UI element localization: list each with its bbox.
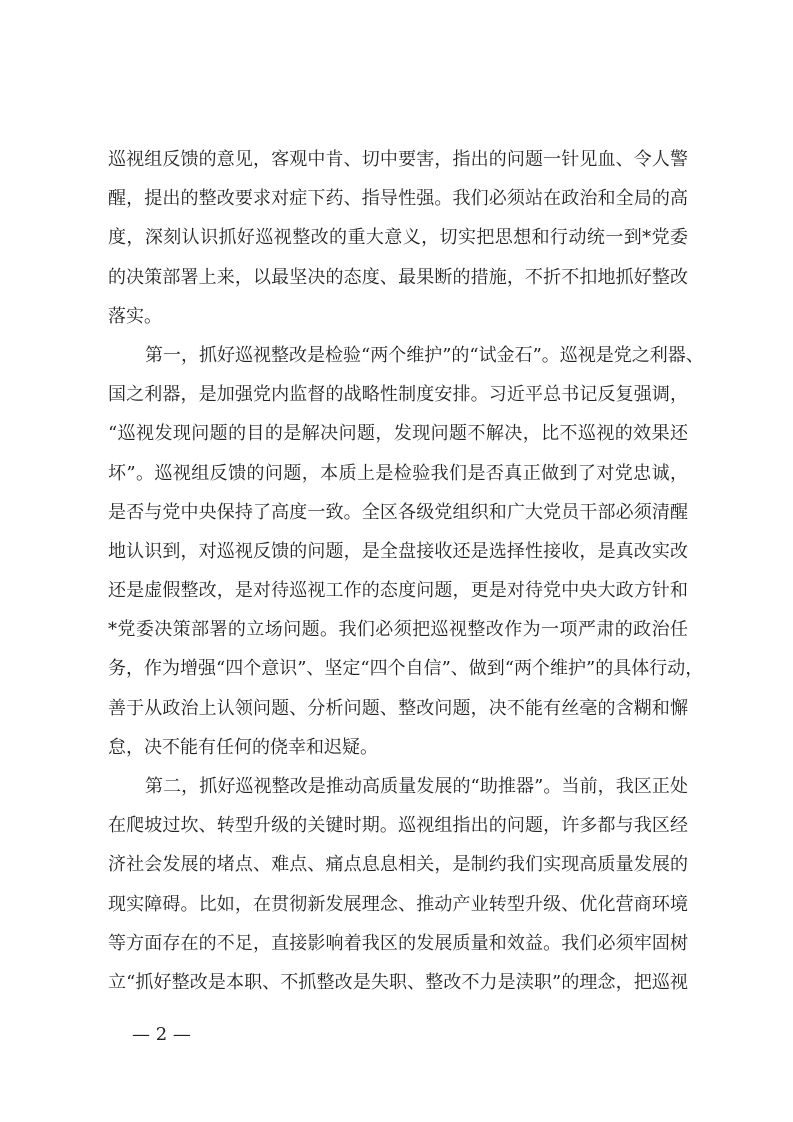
text-line: 善于从政治上认领问题、分析问题、整改问题，决不能有丝毫的含糊和懈	[108, 697, 688, 719]
text-line: 怠，决不能有任何的侥幸和迟疑。	[108, 736, 378, 758]
text-line: 济社会发展的堵点、难点、痛点息息相关，是制约我们实现高质量发展的	[108, 854, 688, 876]
text-line: 醒，提出的整改要求对症下药、指导性强。我们必须站在政治和全局的高	[108, 188, 688, 210]
text-line: 还是虚假整改，是对待巡视工作的态度问题，更是对待党中央大政方针和	[108, 580, 688, 602]
text-line: 地认识到，对巡视反馈的问题，是全盘接收还是选择性接收，是真改实改	[108, 540, 688, 562]
text-line: 的决策部署上来，以最坚决的态度、最果断的措施，不折不扣地抓好整改	[108, 266, 688, 288]
text-line: 现实障碍。比如，在贯彻新发展理念、推动产业转型升级、优化营商环境	[108, 893, 688, 915]
text-line: 国之利器，是加强党内监督的战略性制度安排。习近平总书记反复强调，	[108, 384, 688, 406]
text-line: *党委决策部署的立场问题。我们必须把巡视整改作为一项严肃的政治任	[108, 619, 688, 641]
text-line: “巡视发现问题的目的是解决问题，发现问题不解决，比不巡视的效果还	[108, 423, 688, 445]
text-line: 务，作为增强“四个意识”、坚定“四个自信”、做到“两个维护”的具体行动，	[108, 658, 704, 680]
document-body	[108, 146, 704, 1008]
text-line: 巡视组反馈的意见，客观中肯、切中要害，指出的问题一针见血、令人警	[108, 149, 688, 170]
text-line: 立“抓好整改是本职、不抓整改是失职、整改不力是渎职”的理念，把巡视	[108, 971, 688, 993]
paragraph	[108, 773, 688, 1008]
paragraph	[108, 146, 688, 342]
text-line: 是否与党中央保持了高度一致。全区各级党组织和广大党员干部必须清醒	[108, 501, 688, 523]
text-line: 度，深刻认识抓好巡视整改的重大意义，切实把思想和行动统一到*党委	[108, 227, 688, 249]
page-number: — 2 —	[132, 1024, 191, 1045]
text-line: 在爬坡过坎、转型升级的关键时期。巡视组指出的问题，许多都与我区经	[108, 815, 688, 837]
paragraph	[108, 342, 704, 773]
text-line: 等方面存在的不足，直接影响着我区的发展质量和效益。我们必须牢固树	[108, 932, 688, 954]
text-line: 第一，抓好巡视整改是检验“两个维护”的“试金石”。巡视是党之利器、	[145, 344, 704, 366]
text-line: 落实。	[108, 305, 162, 327]
text-line: 坏”。巡视组反馈的问题，本质上是检验我们是否真正做到了对党忠诚，	[108, 462, 688, 484]
text-line: 第二，抓好巡视整改是推动高质量发展的“助推器”。当前，我区正处	[145, 776, 688, 797]
